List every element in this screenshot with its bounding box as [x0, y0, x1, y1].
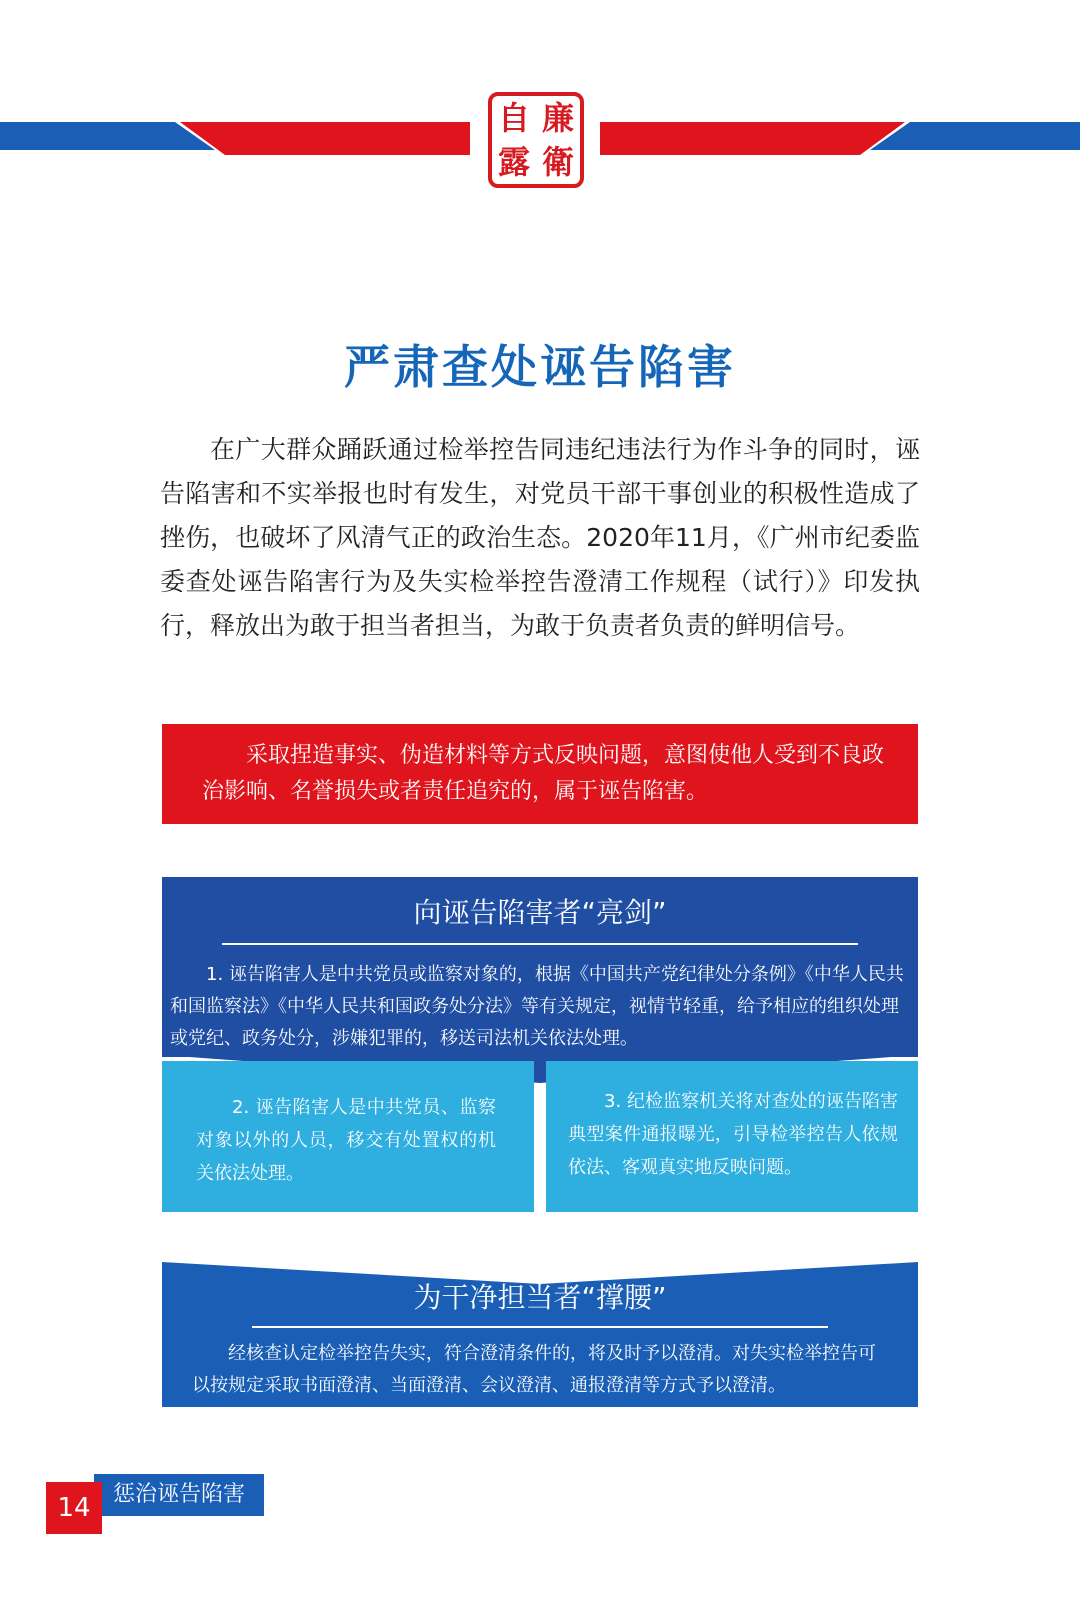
- section-sword-title: 向诬告陷害者“亮剑”: [222, 891, 858, 945]
- definition-text: 采取捏造事实、伪造材料等方式反映问题，意图使他人受到不良政治影响、名誉损失或者责任追究的，属于诬告陷害。: [202, 743, 885, 804]
- section-support-text: 经核查认定检举控告失实，符合澄清条件的，将及时予以澄清。对失实检举控告可以按规定采取书面澄清、当面澄清、会议澄清、通报澄清等方式予以澄清。: [192, 1343, 876, 1396]
- definition-box: [162, 724, 918, 824]
- section-sword-item-1: 1. 诬告陷害人是中共党员或监察对象的，根据《中国共产党纪律处分条例》《中华人民共和国监察法》《中华人民共和国政务处分法》等有关规定，视情节轻重，给予相应的组织处理或党纪、政务处分，涉嫌犯罪的，移送司法机关依法处理。: [170, 964, 904, 1049]
- seal-char-3: 露: [497, 143, 530, 181]
- section-sword-item-3-panel: [546, 1061, 918, 1212]
- section-support-title: 为干净担当者“撑腰”: [252, 1276, 828, 1328]
- section-sword-item-3: 3. 纪检监察机关将对查处的诬告陷害典型案件通报曝光，引导检举控告人依规依法、客观真实地反映问题。: [568, 1091, 898, 1178]
- left-blue-stripe: [0, 122, 215, 150]
- left-red-ribbon: [180, 122, 470, 155]
- page-number: 14: [46, 1482, 102, 1534]
- seal-char-2: 廉: [541, 99, 574, 137]
- seal-char-1: 自: [497, 99, 530, 137]
- section-support: [162, 1262, 918, 1407]
- section-sword: [162, 877, 918, 1212]
- right-red-ribbon: [600, 122, 905, 155]
- intro-paragraph: 在广大群众踊跃通过检举控告同违纪违法行为作斗争的同时，诬告陷害和不实举报也时有发生，对党员干部干事创业的积极性造成了挫伤，也破坏了风清气正的政治生态。2020年11月，《广州市纪委监委查处诬告陷害行为及失实检举控告澄清工作规程（试行）》印发执行，释放出为敢于担当者担当，为敢于负责者负责的鲜明信号。: [160, 435, 920, 640]
- page-title: 严肃查处诬告陷害: [344, 339, 736, 394]
- section-sword-item-2: 2. 诬告陷害人是中共党员、监察对象以外的人员，移交有处置权的机关依法处理。: [196, 1097, 496, 1184]
- seal-char-4: 衛: [541, 143, 574, 181]
- seal-logo: [488, 92, 584, 188]
- footer-section-label: 惩治诬告陷害: [94, 1474, 264, 1516]
- section-sword-item-2-panel: [162, 1061, 534, 1212]
- section-sword-header-panel: [162, 877, 918, 1057]
- right-blue-stripe: [870, 122, 1080, 150]
